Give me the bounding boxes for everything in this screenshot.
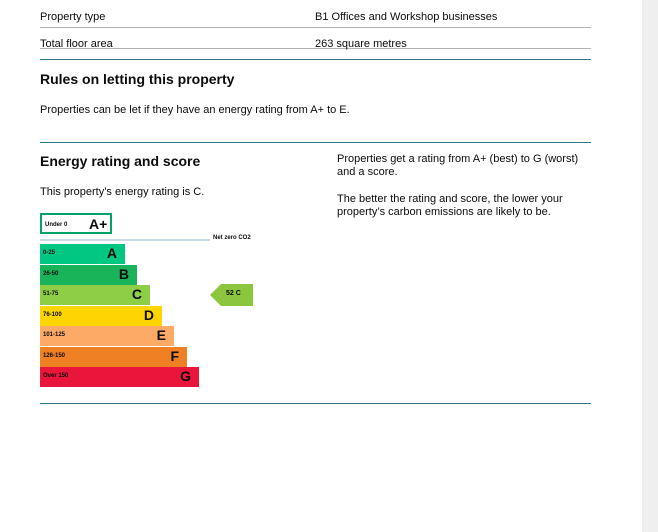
band-range: 76-100	[43, 312, 62, 318]
energy-rating-statement: This property’s energy rating is C.	[40, 186, 205, 198]
band-letter: G	[180, 368, 191, 384]
band-a-plus	[40, 213, 112, 234]
letting-rules-section	[40, 59, 591, 117]
band-d	[40, 306, 162, 326]
scrollbar[interactable]	[642, 0, 658, 532]
band-b	[40, 265, 137, 285]
section-divider	[40, 403, 591, 404]
floor-area-label: Total floor area	[40, 38, 113, 50]
net-zero-line	[40, 239, 210, 241]
rating-score-info-text: The better the rating and score, the lower your property’s carbon emissions are likely to be.	[337, 193, 563, 218]
section-divider	[40, 142, 591, 143]
current-rating-label: 52 C	[226, 290, 241, 297]
floor-area-row	[40, 28, 591, 49]
band-range: 26-50	[43, 271, 59, 277]
letting-rules-text: Properties can be let if they have an energy rating from A+ to E.	[40, 104, 350, 116]
band-letter: D	[143, 307, 154, 323]
band-letter: B	[118, 266, 129, 282]
property-type-value: B1 Offices and Workshop businesses	[315, 11, 498, 23]
band-range: 0-25	[43, 250, 56, 256]
band-letter: F	[170, 348, 179, 364]
band-a	[40, 244, 125, 264]
current-rating-marker	[210, 284, 253, 306]
rating-info-text: Properties get a rating from A+ (best) to G (worst) and a score.	[337, 153, 579, 178]
band-letter: A+	[89, 216, 108, 232]
band-range: Over 150	[43, 373, 69, 379]
energy-rating-chart	[40, 213, 270, 393]
band-range: 126-150	[43, 353, 66, 359]
energy-rating-heading: Energy rating and score	[40, 153, 201, 169]
property-type-label: Property type	[40, 11, 106, 23]
band-range: 101-125	[43, 332, 66, 338]
section-divider	[40, 59, 591, 60]
band-letter: A	[106, 245, 117, 261]
floor-area-value: 263 square metres	[315, 38, 407, 50]
band-letter: E	[156, 327, 166, 343]
band-e	[40, 326, 174, 346]
band-range: 51-75	[43, 291, 59, 297]
energy-rating-section	[40, 142, 591, 218]
band-letter: C	[131, 286, 142, 302]
letting-rules-heading: Rules on letting this property	[40, 71, 235, 87]
property-type-row	[40, 0, 591, 28]
band-g	[40, 367, 199, 387]
net-zero-label: Net zero CO2	[213, 235, 251, 241]
property-details	[40, 0, 591, 49]
band-c	[40, 285, 150, 305]
band-f	[40, 347, 187, 367]
band-range: Under 0	[45, 222, 68, 228]
